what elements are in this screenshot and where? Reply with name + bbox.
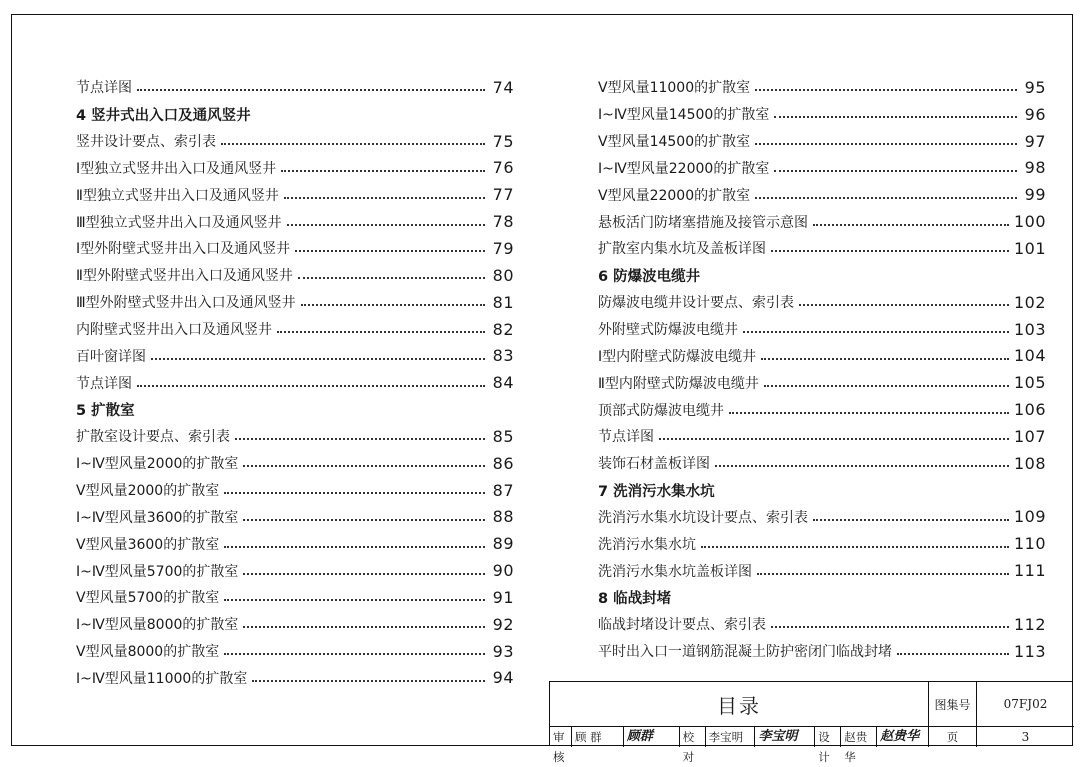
toc-page-number: 101 bbox=[1013, 238, 1046, 258]
toc-right-column bbox=[598, 74, 1046, 665]
dot-leader bbox=[252, 680, 485, 682]
toc-entry bbox=[76, 262, 514, 289]
dot-leader bbox=[771, 626, 1009, 628]
dot-leader bbox=[755, 197, 1017, 199]
toc-entry bbox=[76, 316, 514, 343]
toc-entry bbox=[76, 638, 514, 665]
dot-leader bbox=[295, 250, 485, 252]
toc-page-number: 103 bbox=[1013, 319, 1046, 339]
dot-leader bbox=[224, 599, 485, 601]
toc-entry bbox=[598, 181, 1046, 208]
toc-entry bbox=[598, 289, 1046, 316]
dot-leader bbox=[761, 358, 1009, 360]
toc-entry-title: 平时出入口一道钢筋混凝土防护密闭门临战封堵 bbox=[598, 644, 892, 661]
toc-entry bbox=[76, 584, 514, 611]
toc-page-number: 111 bbox=[1013, 561, 1046, 581]
dot-leader bbox=[755, 89, 1017, 91]
toc-entry bbox=[76, 450, 514, 477]
toc-page-number: 105 bbox=[1013, 373, 1046, 393]
signature-row bbox=[550, 727, 929, 764]
toc-entry bbox=[76, 342, 514, 369]
dot-leader bbox=[243, 519, 485, 521]
toc-section-heading bbox=[598, 262, 1046, 289]
toc-entry-title: Ⅴ型风量14500的扩散室 bbox=[598, 134, 751, 151]
toc-page-number: 104 bbox=[1013, 346, 1046, 366]
toc-page-number: 102 bbox=[1013, 292, 1046, 312]
toc-entry-title: Ⅰ~Ⅳ型风量2000的扩散室 bbox=[76, 456, 239, 473]
toc-entry-title: Ⅴ型风量22000的扩散室 bbox=[598, 187, 751, 204]
toc-entry-title: Ⅰ~Ⅳ型风量3600的扩散室 bbox=[76, 509, 239, 526]
toc-entry bbox=[76, 665, 514, 692]
toc-entry bbox=[598, 504, 1046, 531]
toc-page-number: 86 bbox=[492, 453, 514, 473]
toc-page-number: 91 bbox=[492, 587, 514, 607]
toc-entry-title: 洗消污水集水坑设计要点、索引表 bbox=[598, 509, 808, 526]
check-signature: 李宝明 bbox=[755, 727, 815, 747]
dot-leader bbox=[743, 331, 1009, 333]
toc-entry bbox=[76, 557, 514, 584]
toc-page-number: 96 bbox=[1024, 104, 1046, 124]
dot-leader bbox=[137, 89, 485, 91]
toc-entry-title: Ⅰ型外附壁式竖井出入口及通风竖井 bbox=[76, 241, 291, 258]
dot-leader bbox=[897, 653, 1009, 655]
toc-entry-title: Ⅴ型风量2000的扩散室 bbox=[76, 483, 220, 500]
dot-leader bbox=[137, 385, 485, 387]
dot-leader bbox=[221, 143, 485, 145]
toc-entry bbox=[76, 128, 514, 155]
toc-entry-title: Ⅱ型内附壁式防爆波电缆井 bbox=[598, 375, 759, 392]
title-block bbox=[549, 681, 1073, 764]
toc-page-number: 83 bbox=[492, 346, 514, 366]
toc-entry-title: 装饰石材盖板详图 bbox=[598, 456, 710, 473]
toc-entry-title: 节点详图 bbox=[76, 375, 132, 392]
dot-leader bbox=[774, 116, 1017, 118]
toc-entry-title: Ⅲ型独立式竖井出入口及通风竖井 bbox=[76, 214, 282, 231]
toc-entry bbox=[76, 74, 514, 101]
toc-entry bbox=[598, 208, 1046, 235]
toc-page-number: 89 bbox=[492, 534, 514, 554]
dot-leader bbox=[224, 492, 485, 494]
toc-page-number: 85 bbox=[492, 426, 514, 446]
dot-leader bbox=[301, 304, 485, 306]
dot-leader bbox=[281, 170, 485, 172]
toc-page-number: 99 bbox=[1024, 185, 1046, 205]
toc-page-number: 78 bbox=[492, 212, 514, 232]
dot-leader bbox=[224, 653, 485, 655]
toc-entry-title: 8 临战封堵 bbox=[598, 590, 672, 607]
toc-entry bbox=[598, 235, 1046, 262]
toc-page-number: 88 bbox=[492, 507, 514, 527]
check-name: 李宝明 bbox=[706, 727, 756, 747]
toc-entry bbox=[598, 557, 1046, 584]
dot-leader bbox=[151, 358, 485, 360]
dot-leader bbox=[277, 331, 485, 333]
toc-entry bbox=[598, 316, 1046, 343]
toc-section-heading bbox=[76, 101, 514, 128]
review-name: 顾 群 bbox=[572, 727, 624, 747]
dot-leader bbox=[659, 438, 1009, 440]
dot-leader bbox=[243, 465, 485, 467]
toc-entry-title: 4 竖井式出入口及通风竖井 bbox=[76, 107, 251, 124]
toc-page-number: 107 bbox=[1013, 426, 1046, 446]
toc-entry bbox=[598, 396, 1046, 423]
toc-section-heading bbox=[598, 584, 1046, 611]
toc-entry-title: Ⅴ型风量5700的扩散室 bbox=[76, 590, 220, 607]
toc-entry bbox=[76, 181, 514, 208]
toc-entry-title: 6 防爆波电缆井 bbox=[598, 268, 701, 285]
toc-entry bbox=[76, 369, 514, 396]
design-signature: 赵贵华 bbox=[880, 729, 920, 744]
review-label: 审核 bbox=[550, 727, 572, 747]
toc-entry bbox=[598, 423, 1046, 450]
toc-entry-title: 扩散室内集水坑及盖板详图 bbox=[598, 241, 766, 258]
toc-page-number: 84 bbox=[492, 373, 514, 393]
toc-page-number: 106 bbox=[1013, 400, 1046, 420]
toc-entry-title: 防爆波电缆井设计要点、索引表 bbox=[598, 295, 794, 312]
toc-entry-title: 内附壁式竖井出入口及通风竖井 bbox=[76, 322, 272, 339]
toc-entry-title: 洗消污水集水坑盖板详图 bbox=[598, 563, 752, 580]
toc-page-number: 76 bbox=[492, 158, 514, 178]
toc-entry bbox=[76, 235, 514, 262]
toc-entry-title: Ⅰ~Ⅳ型风量8000的扩散室 bbox=[76, 617, 239, 634]
toc-entry bbox=[598, 369, 1046, 396]
toc-page-number: 113 bbox=[1013, 641, 1046, 661]
toc-entry-title: Ⅰ~Ⅳ型风量5700的扩散室 bbox=[76, 563, 239, 580]
toc-page-number: 80 bbox=[492, 265, 514, 285]
toc-page-number: 74 bbox=[492, 77, 514, 97]
toc-entry-title: 外附壁式防爆波电缆井 bbox=[598, 322, 738, 339]
toc-page-number: 81 bbox=[492, 292, 514, 312]
dot-leader bbox=[287, 224, 485, 226]
dot-leader bbox=[715, 465, 1009, 467]
toc-entry bbox=[76, 504, 514, 531]
dot-leader bbox=[224, 546, 485, 548]
toc-page-number: 77 bbox=[492, 185, 514, 205]
toc-entry-title: Ⅱ型外附壁式竖井出入口及通风竖井 bbox=[76, 268, 293, 285]
toc-entry-title: 竖井设计要点、索引表 bbox=[76, 134, 216, 151]
dot-leader bbox=[774, 170, 1017, 172]
toc-page-number: 94 bbox=[492, 668, 514, 688]
dot-leader bbox=[771, 250, 1009, 252]
toc-page-number: 100 bbox=[1013, 212, 1046, 232]
toc-page-number: 109 bbox=[1013, 507, 1046, 527]
toc-entry bbox=[598, 638, 1046, 665]
toc-entry-title: Ⅱ型独立式竖井出入口及通风竖井 bbox=[76, 187, 279, 204]
dot-leader bbox=[284, 197, 485, 199]
toc-entry bbox=[598, 611, 1046, 638]
toc-entry-title: Ⅰ型独立式竖井出入口及通风竖井 bbox=[76, 160, 277, 177]
toc-entry-title: Ⅴ型风量3600的扩散室 bbox=[76, 536, 220, 553]
dot-leader bbox=[764, 385, 1009, 387]
check-label: 校对 bbox=[680, 727, 706, 747]
toc-entry bbox=[76, 155, 514, 182]
toc-entry-title: 百叶窗详图 bbox=[76, 348, 146, 365]
toc-entry bbox=[598, 74, 1046, 101]
atlas-number-value: 07FJ02 bbox=[977, 682, 1074, 727]
toc-page-number: 82 bbox=[492, 319, 514, 339]
toc-entry bbox=[598, 342, 1046, 369]
page-value: 3 bbox=[1021, 730, 1030, 744]
toc-page-number: 92 bbox=[492, 614, 514, 634]
toc-section-heading bbox=[598, 477, 1046, 504]
toc-entry bbox=[598, 101, 1046, 128]
toc-entry-title: Ⅲ型外附壁式竖井出入口及通风竖井 bbox=[76, 295, 296, 312]
dot-leader bbox=[243, 626, 485, 628]
dot-leader bbox=[235, 438, 485, 440]
toc-entry bbox=[598, 155, 1046, 182]
review-signature: 顾群 bbox=[624, 727, 680, 747]
dot-leader bbox=[729, 412, 1009, 414]
toc-page-number: 95 bbox=[1024, 77, 1046, 97]
toc-entry bbox=[76, 530, 514, 557]
toc-left-column bbox=[76, 74, 514, 691]
toc-page-number: 98 bbox=[1024, 158, 1046, 178]
toc-entry-title: Ⅴ型风量11000的扩散室 bbox=[598, 80, 751, 97]
toc-page-number: 97 bbox=[1024, 131, 1046, 151]
toc-entry bbox=[598, 128, 1046, 155]
toc-entry-title: Ⅰ型内附壁式防爆波电缆井 bbox=[598, 348, 757, 365]
dot-leader bbox=[813, 224, 1009, 226]
toc-entry bbox=[598, 450, 1046, 477]
toc-page-number: 87 bbox=[492, 480, 514, 500]
toc-entry bbox=[76, 477, 514, 504]
toc-entry-title: Ⅰ~Ⅳ型风量22000的扩散室 bbox=[598, 160, 770, 177]
toc-entry-title: 7 洗消污水集水坑 bbox=[598, 483, 715, 500]
title-block-title: 目录 bbox=[550, 682, 929, 727]
dot-leader bbox=[755, 143, 1017, 145]
dot-leader bbox=[243, 573, 485, 575]
dot-leader bbox=[799, 304, 1009, 306]
toc-page-number: 110 bbox=[1013, 534, 1046, 554]
toc-entry bbox=[76, 208, 514, 235]
page-label: 页 bbox=[929, 727, 977, 747]
toc-entry-title: 扩散室设计要点、索引表 bbox=[76, 429, 230, 446]
dot-leader bbox=[757, 573, 1009, 575]
toc-entry bbox=[76, 611, 514, 638]
design-name: 赵贵华 bbox=[841, 727, 877, 747]
toc-entry-title: Ⅴ型风量8000的扩散室 bbox=[76, 644, 220, 661]
toc-entry-title: 洗消污水集水坑 bbox=[598, 536, 696, 553]
toc-entry-title: 5 扩散室 bbox=[76, 403, 135, 420]
toc-page-number: 93 bbox=[492, 641, 514, 661]
toc-page-number: 79 bbox=[492, 238, 514, 258]
toc-entry-title: 节点详图 bbox=[598, 429, 654, 446]
atlas-number-label: 图集号 bbox=[929, 682, 977, 727]
toc-entry bbox=[76, 289, 514, 316]
toc-entry-title: Ⅰ~Ⅳ型风量14500的扩散室 bbox=[598, 107, 770, 124]
toc-entry bbox=[598, 530, 1046, 557]
dot-leader bbox=[813, 519, 1009, 521]
design-label: 设计 bbox=[815, 727, 841, 747]
dot-leader bbox=[701, 546, 1009, 548]
toc-page-number: 90 bbox=[492, 561, 514, 581]
toc-page-number: 75 bbox=[492, 131, 514, 151]
toc-page-number: 112 bbox=[1013, 614, 1046, 634]
toc-page-number: 108 bbox=[1013, 453, 1046, 473]
toc-entry-title: 顶部式防爆波电缆井 bbox=[598, 402, 724, 419]
toc-entry-title: 悬板活门防堵塞措施及接管示意图 bbox=[598, 214, 808, 231]
toc-entry-title: Ⅰ~Ⅳ型风量11000的扩散室 bbox=[76, 670, 248, 687]
toc-entry bbox=[76, 423, 514, 450]
toc-section-heading bbox=[76, 396, 514, 423]
toc-entry-title: 节点详图 bbox=[76, 80, 132, 97]
toc-entry-title: 临战封堵设计要点、索引表 bbox=[598, 617, 766, 634]
dot-leader bbox=[298, 277, 485, 279]
